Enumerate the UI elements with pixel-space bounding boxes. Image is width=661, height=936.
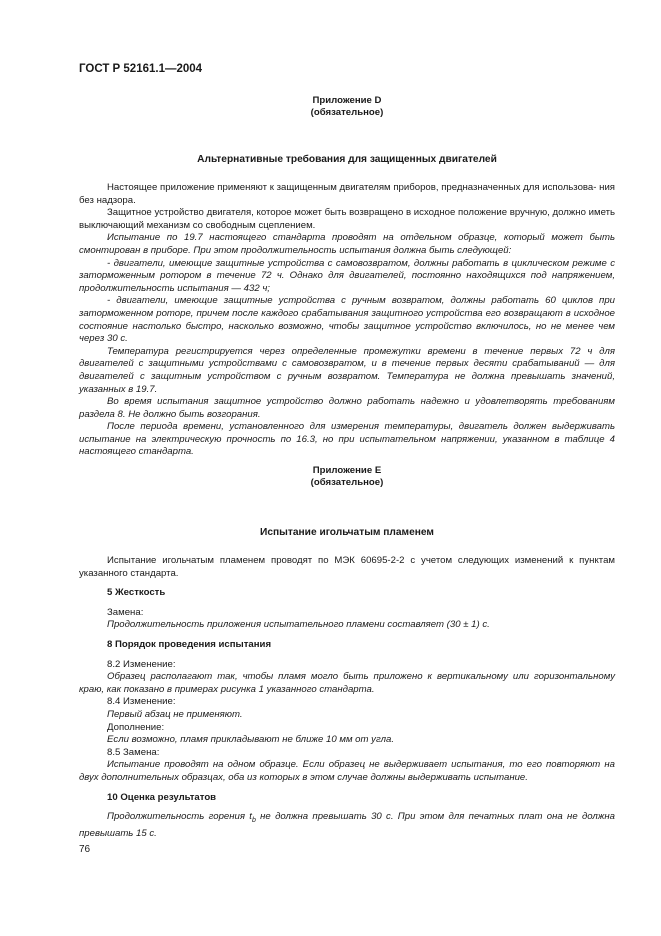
annex-d-paragraph: - двигатели, имеющие защитные устройства с ручным возвратом, должны работать 60 циклов при заторможенном роторе, причем после каждого срабатывания защитного устройства его возвращают в исходное состояние настолько быстро, насколько возможно, чтобы защитное устройство включилось, но не менее чем через 30 с.: [79, 295, 615, 345]
section-8-4-addition-text: Если возможно, пламя прикладывают не ближе 10 мм от угла.: [107, 734, 395, 746]
section-8-2-label: 8.2 Изменение:: [107, 658, 176, 670]
annex-e-title: Приложение E: [312, 465, 382, 476]
annex-d-paragraph: Температура регистрируется через определенные промежутки времени в течение первых 72 ч для двигателей с защитными устройствами с самовозвратом, и в течение первых десяти срабатываний — для двигателей с защитным устройством с ручным возвратом. Температура не должна превышать значений, указанных в 19.7.: [79, 345, 615, 395]
annex-d-title: Приложение D: [312, 95, 382, 106]
section-8-5-label: 8.5 Замена:: [107, 746, 160, 758]
annex-d-heading: Альтернативные требования для защищенных двигателей: [197, 154, 497, 165]
section-5-text: Продолжительность приложения испытательного пламени составляет (30 ± 1) с.: [107, 619, 490, 631]
section-8-4-label: 8.4 Изменение:: [107, 696, 176, 708]
annex-e-heading: Испытание игольчатым пламенем: [260, 527, 434, 538]
section-5-title: 5 Жесткость: [107, 587, 166, 599]
annex-d-paragraph: Защитное устройство двигателя, которое может быть возвращено в исходное положение вручную, должно иметь выключающий механизм со свободным сцеплением.: [79, 207, 615, 231]
section-8-4-addition-label: Дополнение:: [107, 721, 165, 733]
section-10-subscript: b: [251, 817, 256, 824]
section-5-label: Замена:: [107, 606, 144, 618]
section-10-text-b: не должна превышать 30 с. При этом для печатных плат она не должна превышать 15 с.: [79, 811, 616, 839]
annex-d-paragraph: - двигатели, имеющие защитные устройства с самовозвратом, должны работать в циклическом режиме с заторможенным ротором в течение 72 ч. Однако для двигателей, постоянно находящихся под напряжением, продолжительность испытания — 432 ч;: [79, 257, 615, 294]
section-8-title: 8 Порядок проведения испытания: [107, 638, 272, 650]
section-8-4-text: Первый абзац не применяют.: [107, 708, 243, 720]
annex-d-status: (обязательное): [310, 107, 384, 118]
annex-d-paragraph: Настоящее приложение применяют к защищенным двигателям приборов, предназначенных для использова- ния без надзора.: [79, 182, 615, 206]
section-10-title: 10 Оценка результатов: [107, 791, 217, 803]
annex-d-paragraph: Во время испытания защитное устройство должно работать надежно и удовлетворять требованиям раздела 8. Не должно быть возгорания.: [79, 396, 615, 420]
page-number: 76: [79, 844, 91, 855]
annex-e-body: [79, 555, 615, 840]
document-header: ГОСТ Р 52161.1—2004: [79, 63, 203, 75]
annex-d-title-block: [79, 95, 615, 119]
section-8-2-text: Образец располагают так, чтобы пламя могло быть приложено к вертикальному или горизонтальному краю, как показано в примерах рисунка 1 указанного стандарта.: [79, 671, 615, 695]
annex-e-intro: Испытание игольчатым пламенем проводят по МЭК 60695-2-2 с учетом следующих изменений к пунктам указанного стандарта.: [79, 555, 615, 579]
annex-d-body: [79, 182, 615, 459]
annex-e-title-block: [79, 465, 615, 489]
annex-d-paragraph: После периода времени, установленного для измерения температуры, двигатель должен выдерживать испытание на электрическую прочность по 16.3, но при испытательном напряжении, указанном в таблице 4 настоящего стандарта.: [79, 421, 615, 458]
section-10-text: [79, 811, 615, 840]
annex-d-paragraph: Испытание по 19.7 настоящего стандарта проводят на отдельном образце, который может быть смонтирован в приборе. При этом продолжительность испытания должна быть следующей:: [79, 232, 615, 256]
section-10-text-a: Продолжительность горения t: [107, 811, 252, 823]
annex-e-status: (обязательное): [310, 477, 384, 488]
section-8-5-text: Испытание проводят на одном образце. Если образец не выдерживает испытания, то его повторяют на двух дополнительных образцах, оба из которых в этом случае должны выдерживать испытание.: [79, 759, 615, 783]
